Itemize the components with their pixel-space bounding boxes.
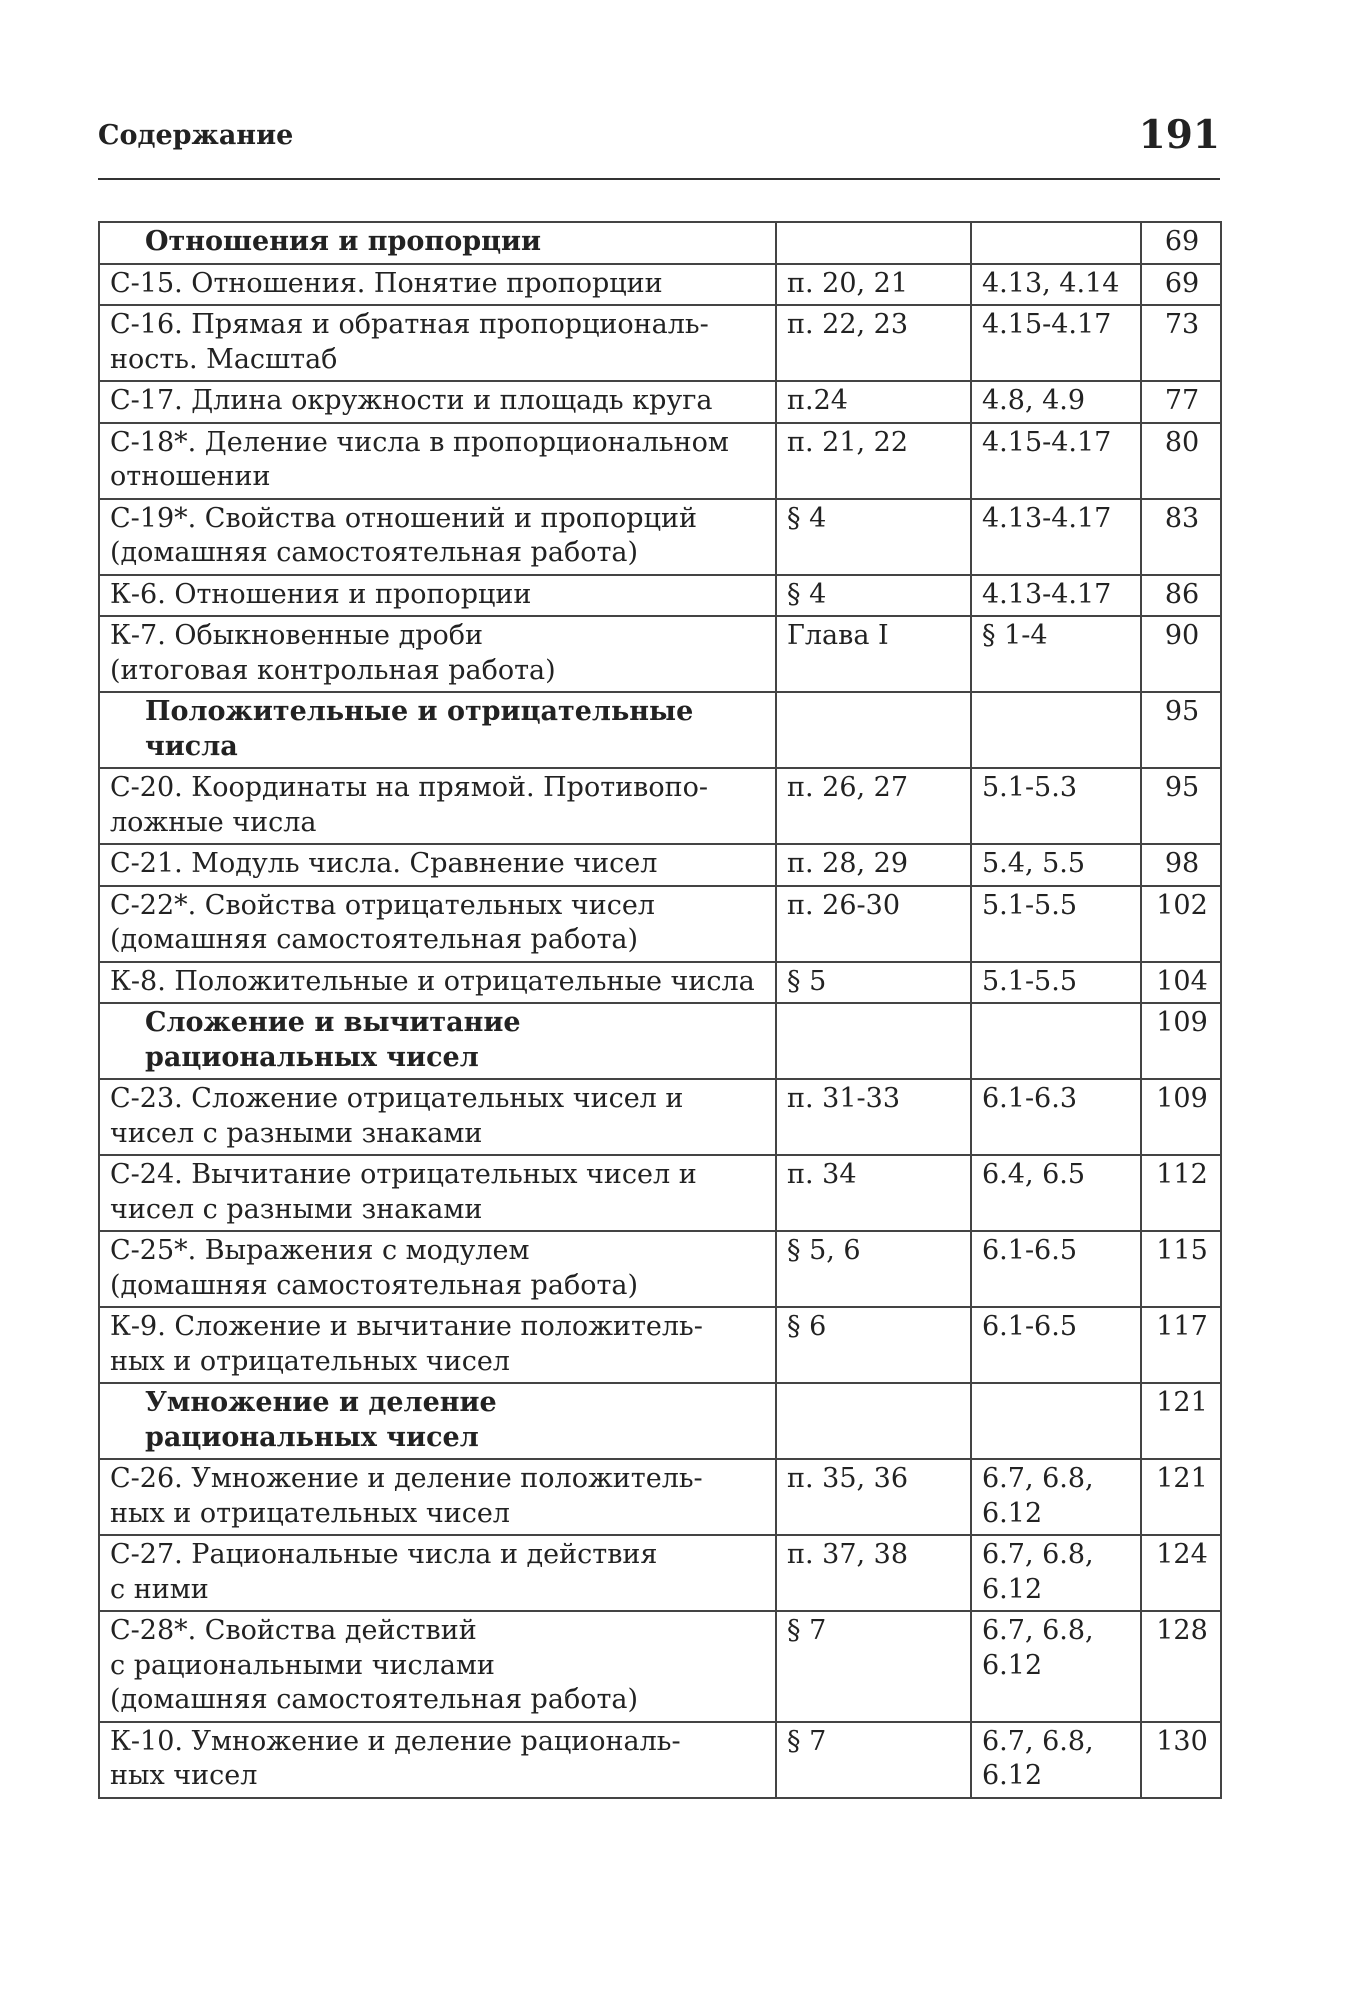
row-page-cell bbox=[1141, 1459, 1221, 1535]
row-title-cell bbox=[99, 1231, 776, 1307]
row-paragraph-cell bbox=[776, 222, 971, 264]
row-tasks: 5.1-5.3 bbox=[982, 772, 1078, 803]
row-paragraph-cell bbox=[776, 616, 971, 692]
row-tasks-continuation: 6.12 bbox=[982, 1573, 1043, 1605]
row-tasks-continuation: 6.12 bbox=[982, 1760, 1043, 1791]
running-title: Содержание bbox=[98, 120, 294, 151]
row-tasks-cell bbox=[971, 305, 1141, 381]
row-title-cell bbox=[99, 616, 776, 692]
row-tasks-cell bbox=[971, 1383, 1141, 1459]
row-page-number: 69 bbox=[1164, 267, 1200, 299]
row-page-cell bbox=[1141, 962, 1221, 1004]
row-tasks-cell bbox=[971, 692, 1141, 768]
row-title-cell bbox=[99, 1383, 776, 1459]
table-row bbox=[99, 886, 1221, 962]
row-paragraph: п. 22, 23 bbox=[787, 309, 909, 340]
row-tasks: 5.1-5.5 bbox=[982, 965, 1078, 997]
row-paragraph: п. 21, 22 bbox=[787, 426, 909, 458]
table-row bbox=[99, 768, 1221, 844]
row-page-cell bbox=[1141, 844, 1221, 886]
row-title-cell bbox=[99, 222, 776, 264]
row-paragraph-cell bbox=[776, 692, 971, 768]
row-title: С-28*. Свойства действий bbox=[110, 1615, 477, 1646]
row-paragraph: п. 26, 27 bbox=[787, 772, 909, 803]
row-paragraph-cell bbox=[776, 1722, 971, 1798]
row-tasks-cell bbox=[971, 1722, 1141, 1798]
row-page-cell bbox=[1141, 222, 1221, 264]
row-tasks: 4.8, 4.9 bbox=[982, 385, 1086, 416]
row-paragraph-cell bbox=[776, 1003, 971, 1079]
row-title-continuation: отношении bbox=[110, 461, 271, 492]
row-paragraph-cell bbox=[776, 264, 971, 306]
row-paragraph: § 7 bbox=[787, 1725, 827, 1757]
row-paragraph-cell bbox=[776, 768, 971, 844]
row-title-cell bbox=[99, 1079, 776, 1155]
row-tasks-cell bbox=[971, 616, 1141, 692]
row-tasks-cell bbox=[971, 768, 1141, 844]
row-title: К-7. Обыкновенные дроби bbox=[110, 620, 484, 651]
row-title-cell bbox=[99, 1307, 776, 1383]
row-page-cell bbox=[1141, 1079, 1221, 1155]
row-page-number: 112 bbox=[1156, 1159, 1208, 1190]
row-page-number: 69 bbox=[1164, 226, 1200, 257]
row-tasks: 4.13-4.17 bbox=[982, 578, 1112, 610]
row-title-continuation: (итоговая контрольная работа) bbox=[110, 654, 556, 686]
row-page-number: 102 bbox=[1156, 889, 1208, 921]
row-tasks: 5.1-5.5 bbox=[982, 889, 1078, 921]
row-paragraph-cell bbox=[776, 305, 971, 381]
row-page-number: 124 bbox=[1156, 1539, 1208, 1570]
row-page-number: 86 bbox=[1164, 578, 1200, 610]
row-tasks-cell bbox=[971, 1535, 1141, 1611]
row-page-cell bbox=[1141, 616, 1221, 692]
row-title: С-26. Умножение и деление положитель- bbox=[110, 1463, 703, 1494]
row-title-continuation: ложные числа bbox=[110, 806, 317, 838]
table-row bbox=[99, 423, 1221, 499]
row-tasks-continuation: 6.12 bbox=[982, 1649, 1043, 1681]
table-row bbox=[99, 1535, 1221, 1611]
row-title-continuation: с ними bbox=[110, 1573, 209, 1605]
row-page-number: 73 bbox=[1164, 309, 1200, 340]
row-page-cell bbox=[1141, 692, 1221, 768]
row-page-cell bbox=[1141, 575, 1221, 617]
table-row bbox=[99, 264, 1221, 306]
row-title: С-27. Рациональные числа и действия bbox=[110, 1539, 658, 1570]
row-page-number: 130 bbox=[1156, 1725, 1208, 1757]
row-paragraph-cell bbox=[776, 575, 971, 617]
table-row bbox=[99, 962, 1221, 1004]
row-tasks-cell bbox=[971, 264, 1141, 306]
row-tasks-cell bbox=[971, 575, 1141, 617]
row-title-continuation: (домашняя самостоятельная работа) bbox=[110, 1684, 639, 1715]
row-tasks-cell bbox=[971, 1231, 1141, 1307]
row-page-number: 95 bbox=[1164, 696, 1200, 727]
row-page-cell bbox=[1141, 499, 1221, 575]
row-page-cell bbox=[1141, 1307, 1221, 1383]
row-page-cell bbox=[1141, 1231, 1221, 1307]
table-row bbox=[99, 499, 1221, 575]
page-header bbox=[98, 108, 1220, 180]
row-page-number: 109 bbox=[1156, 1007, 1208, 1038]
row-tasks: 4.13, 4.14 bbox=[982, 267, 1120, 299]
row-title: С-19*. Свойства отношений и пропорций bbox=[110, 502, 697, 534]
row-tasks-cell bbox=[971, 381, 1141, 423]
row-paragraph: Глава I bbox=[787, 620, 889, 651]
row-title: С-17. Длина окружности и площадь круга bbox=[110, 385, 713, 416]
row-page-cell bbox=[1141, 264, 1221, 306]
row-paragraph-cell bbox=[776, 381, 971, 423]
row-tasks-cell bbox=[971, 844, 1141, 886]
row-title: С-15. Отношения. Понятие пропорции bbox=[110, 267, 663, 299]
contents-table bbox=[98, 221, 1222, 1799]
row-paragraph-cell bbox=[776, 1383, 971, 1459]
row-page-cell bbox=[1141, 423, 1221, 499]
row-title-cell bbox=[99, 575, 776, 617]
table-row bbox=[99, 1307, 1221, 1383]
table-row bbox=[99, 381, 1221, 423]
row-title-cell bbox=[99, 1535, 776, 1611]
row-page-cell bbox=[1141, 1535, 1221, 1611]
row-title-cell bbox=[99, 768, 776, 844]
row-paragraph-cell bbox=[776, 1079, 971, 1155]
row-title: С-20. Координаты на прямой. Противопо- bbox=[110, 772, 708, 803]
row-tasks-cell bbox=[971, 499, 1141, 575]
row-title: С-16. Прямая и обратная пропорциональ- bbox=[110, 309, 709, 340]
row-tasks-cell bbox=[971, 1307, 1141, 1383]
row-tasks-cell bbox=[971, 1003, 1141, 1079]
row-title-cell bbox=[99, 844, 776, 886]
row-page-cell bbox=[1141, 1722, 1221, 1798]
table-row bbox=[99, 1611, 1221, 1722]
row-page-cell bbox=[1141, 768, 1221, 844]
row-title: С-21. Модуль числа. Сравнение чисел bbox=[110, 848, 658, 879]
table-row bbox=[99, 305, 1221, 381]
row-paragraph: п. 20, 21 bbox=[787, 267, 909, 299]
row-title-cell bbox=[99, 886, 776, 962]
row-paragraph-cell bbox=[776, 844, 971, 886]
row-title: К-10. Умножение и деление рациональ- bbox=[110, 1725, 681, 1757]
row-tasks-continuation: 6.12 bbox=[982, 1497, 1043, 1529]
table-row bbox=[99, 1079, 1221, 1155]
row-tasks: 6.1-6.5 bbox=[982, 1311, 1078, 1342]
row-paragraph: § 4 bbox=[787, 502, 827, 534]
row-tasks: 6.7, 6.8, bbox=[982, 1615, 1094, 1646]
row-paragraph-cell bbox=[776, 1231, 971, 1307]
row-title-continuation: рациональных чисел bbox=[145, 1041, 479, 1073]
row-title-continuation: с рациональными числами bbox=[110, 1649, 495, 1681]
row-page-number: 80 bbox=[1164, 426, 1200, 458]
row-title-cell bbox=[99, 381, 776, 423]
row-page-cell bbox=[1141, 1383, 1221, 1459]
row-tasks-cell bbox=[971, 1459, 1141, 1535]
row-tasks: 6.7, 6.8, bbox=[982, 1463, 1094, 1494]
row-title-continuation: ных чисел bbox=[110, 1760, 258, 1791]
row-paragraph: § 4 bbox=[787, 578, 827, 610]
row-page-number: 128 bbox=[1156, 1615, 1208, 1646]
row-paragraph-cell bbox=[776, 1535, 971, 1611]
row-title-cell bbox=[99, 962, 776, 1004]
row-title: Сложение и вычитание bbox=[145, 1007, 521, 1038]
row-page-number: 109 bbox=[1156, 1083, 1208, 1114]
row-title: С-23. Сложение отрицательных чисел и bbox=[110, 1083, 684, 1114]
row-tasks: 5.4, 5.5 bbox=[982, 848, 1086, 879]
row-paragraph: п. 37, 38 bbox=[787, 1539, 909, 1570]
row-title-continuation: рациональных чисел bbox=[145, 1421, 479, 1453]
row-title-cell bbox=[99, 1459, 776, 1535]
table-row bbox=[99, 616, 1221, 692]
row-title-cell bbox=[99, 692, 776, 768]
row-page-number: 121 bbox=[1156, 1463, 1208, 1494]
row-tasks: 6.4, 6.5 bbox=[982, 1159, 1086, 1190]
row-paragraph-cell bbox=[776, 1611, 971, 1722]
page-number: 191 bbox=[1138, 112, 1220, 158]
row-title: С-22*. Свойства отрицательных чисел bbox=[110, 889, 655, 921]
row-title-cell bbox=[99, 1155, 776, 1231]
row-tasks-cell bbox=[971, 423, 1141, 499]
row-paragraph: § 5 bbox=[787, 965, 827, 997]
row-tasks: 6.7, 6.8, bbox=[982, 1539, 1094, 1570]
row-page-cell bbox=[1141, 1155, 1221, 1231]
row-tasks: § 1-4 bbox=[982, 620, 1048, 651]
row-paragraph: п. 34 bbox=[787, 1159, 857, 1190]
table-row bbox=[99, 575, 1221, 617]
row-paragraph: § 7 bbox=[787, 1615, 827, 1646]
row-paragraph-cell bbox=[776, 1459, 971, 1535]
row-title: Положительные и отрицательные числа bbox=[145, 696, 694, 762]
row-title: К-8. Положительные и отрицательные числа bbox=[110, 965, 755, 997]
row-paragraph-cell bbox=[776, 962, 971, 1004]
row-title-cell bbox=[99, 264, 776, 306]
row-paragraph: п.24 bbox=[787, 385, 848, 416]
row-page-number: 121 bbox=[1156, 1387, 1208, 1418]
row-title: К-9. Сложение и вычитание положитель- bbox=[110, 1311, 703, 1342]
section-row bbox=[99, 1003, 1221, 1079]
row-title-cell bbox=[99, 1003, 776, 1079]
row-title-cell bbox=[99, 305, 776, 381]
row-title-continuation: чисел с разными знаками bbox=[110, 1193, 483, 1225]
row-tasks-cell bbox=[971, 222, 1141, 264]
row-title-cell bbox=[99, 1722, 776, 1798]
row-page-number: 117 bbox=[1156, 1311, 1208, 1342]
row-page-cell bbox=[1141, 381, 1221, 423]
row-page-number: 77 bbox=[1164, 385, 1200, 416]
row-tasks-cell bbox=[971, 1155, 1141, 1231]
row-title-continuation: чисел с разными знаками bbox=[110, 1117, 483, 1149]
row-title-continuation: ных и отрицательных чисел bbox=[110, 1345, 510, 1377]
table-row bbox=[99, 844, 1221, 886]
section-row bbox=[99, 1383, 1221, 1459]
row-title-continuation: (домашняя самостоятельная работа) bbox=[110, 1269, 639, 1301]
row-title-continuation: ных и отрицательных чисел bbox=[110, 1497, 510, 1529]
row-paragraph: п. 31-33 bbox=[787, 1083, 900, 1114]
row-page-number: 115 bbox=[1156, 1235, 1208, 1266]
row-page-number: 95 bbox=[1164, 772, 1200, 803]
row-tasks-cell bbox=[971, 1611, 1141, 1722]
section-row bbox=[99, 222, 1221, 264]
row-tasks: 6.1-6.3 bbox=[982, 1083, 1078, 1114]
row-page-number: 98 bbox=[1164, 848, 1200, 879]
row-page-number: 104 bbox=[1156, 965, 1208, 997]
row-title: С-24. Вычитание отрицательных чисел и bbox=[110, 1159, 697, 1190]
row-paragraph-cell bbox=[776, 1307, 971, 1383]
row-title-continuation: (домашняя самостоятельная работа) bbox=[110, 924, 639, 955]
row-title: Отношения и пропорции bbox=[145, 226, 542, 257]
row-tasks: 4.15-4.17 bbox=[982, 426, 1112, 458]
row-page-number: 83 bbox=[1164, 502, 1200, 534]
row-paragraph-cell bbox=[776, 1155, 971, 1231]
table-row bbox=[99, 1459, 1221, 1535]
row-tasks-cell bbox=[971, 962, 1141, 1004]
row-title-cell bbox=[99, 423, 776, 499]
row-paragraph-cell bbox=[776, 886, 971, 962]
row-tasks-cell bbox=[971, 886, 1141, 962]
row-page-cell bbox=[1141, 1611, 1221, 1722]
row-paragraph-cell bbox=[776, 499, 971, 575]
row-paragraph: п. 26-30 bbox=[787, 889, 900, 921]
row-page-cell bbox=[1141, 305, 1221, 381]
row-paragraph: § 5, 6 bbox=[787, 1235, 861, 1266]
row-title-cell bbox=[99, 499, 776, 575]
row-page-cell bbox=[1141, 886, 1221, 962]
row-title: К-6. Отношения и пропорции bbox=[110, 578, 532, 610]
row-paragraph: п. 28, 29 bbox=[787, 848, 909, 879]
row-tasks: 4.15-4.17 bbox=[982, 309, 1112, 340]
row-tasks: 6.7, 6.8, bbox=[982, 1725, 1094, 1757]
row-tasks: 4.13-4.17 bbox=[982, 502, 1112, 534]
row-title: С-25*. Выражения с модулем bbox=[110, 1235, 530, 1266]
row-title: С-18*. Деление числа в пропорциональном bbox=[110, 426, 729, 458]
row-tasks-cell bbox=[971, 1079, 1141, 1155]
row-paragraph: § 6 bbox=[787, 1311, 827, 1342]
row-page-number: 90 bbox=[1164, 620, 1200, 651]
table-row bbox=[99, 1155, 1221, 1231]
row-title-continuation: (домашняя самостоятельная работа) bbox=[110, 537, 639, 568]
row-tasks: 6.1-6.5 bbox=[982, 1235, 1078, 1266]
row-paragraph: п. 35, 36 bbox=[787, 1463, 909, 1494]
table-row bbox=[99, 1231, 1221, 1307]
row-page-cell bbox=[1141, 1003, 1221, 1079]
row-paragraph-cell bbox=[776, 423, 971, 499]
row-title: Умножение и деление bbox=[145, 1387, 497, 1418]
row-title-continuation: ность. Масштаб bbox=[110, 343, 338, 375]
table-row bbox=[99, 1722, 1221, 1798]
section-row bbox=[99, 692, 1221, 768]
row-title-cell bbox=[99, 1611, 776, 1722]
